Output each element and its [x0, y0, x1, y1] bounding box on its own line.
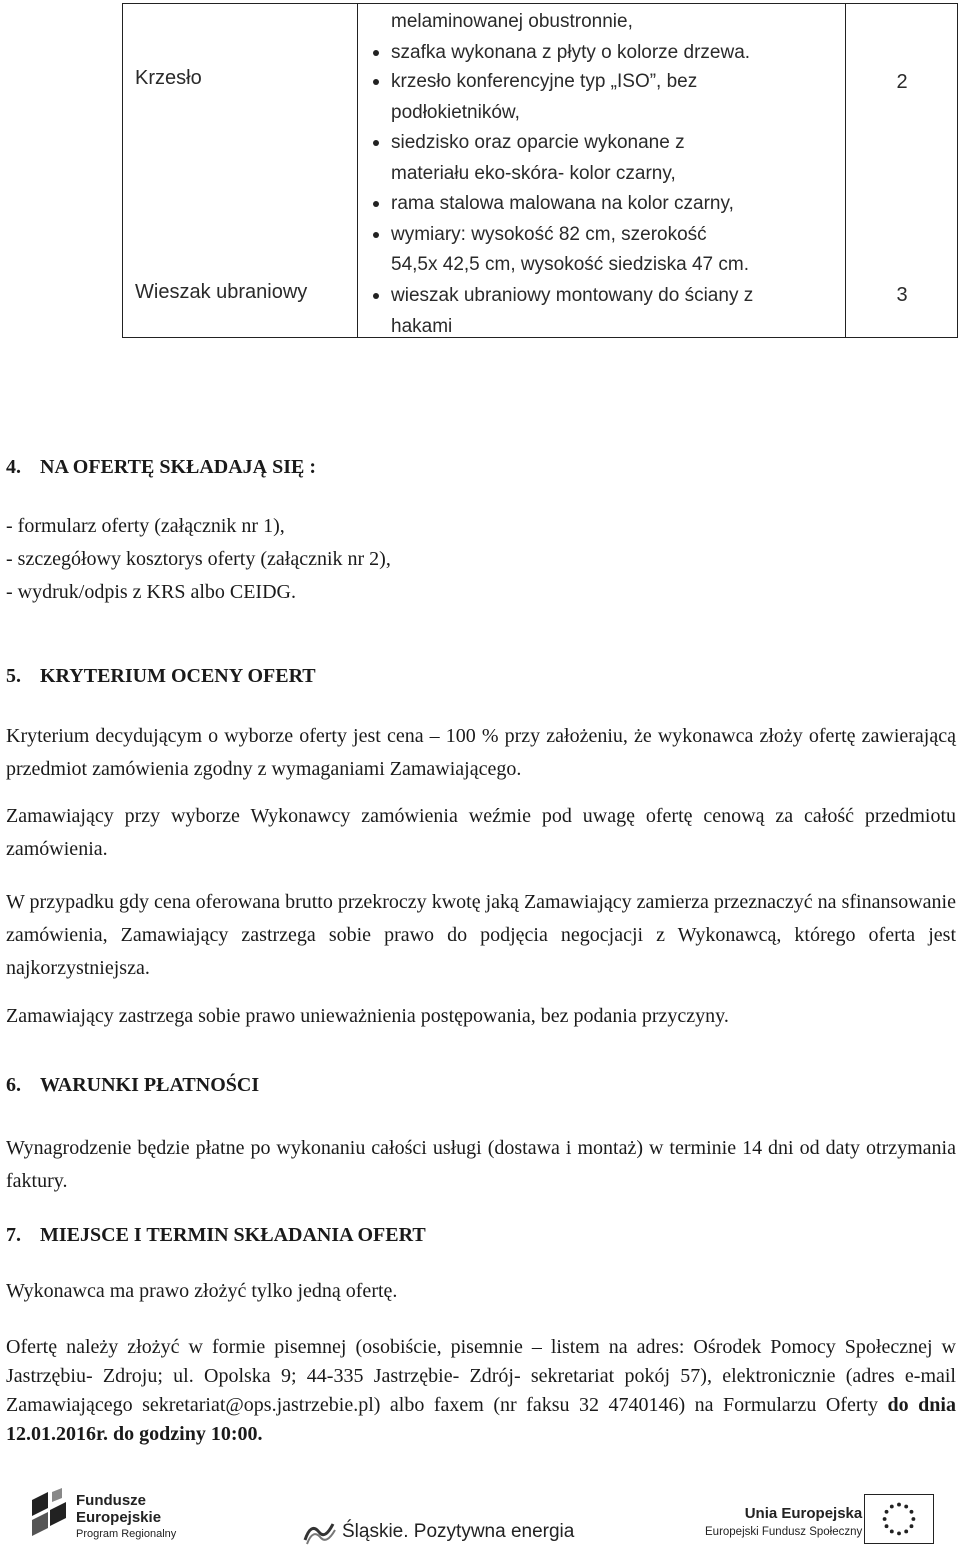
feature-item: 54,5x 42,5 cm, wysokość siedziska 47 cm. [391, 254, 749, 275]
feature-item: melaminowanej obustronnie, [391, 11, 633, 32]
section-title: KRYTERIUM OCENY OFERT [40, 665, 316, 687]
eu-star-icon [910, 1510, 914, 1514]
section-7-heading [6, 1224, 426, 1247]
feature-item: rama stalowa malowana na kolor czarny, [369, 189, 839, 220]
table-row-2-qty: 3 [896, 284, 908, 306]
table-divider [845, 4, 846, 337]
section-number: 6. [6, 1074, 21, 1096]
feature-item: wymiary: wysokość 82 cm, szerokość [369, 220, 839, 251]
eu-star-icon [904, 1505, 908, 1509]
table-row-2-name: Wieszak ubraniowy [135, 281, 308, 303]
logo-text: Europejski Fundusz Społeczny [705, 1526, 863, 1538]
feature-item: hakami [391, 315, 453, 337]
list-item: - szczegółowy kosztorys oferty (załącznik nr 2), [6, 548, 391, 570]
feature-item: szafka wykonana z płyty o kolorze drzewa. [369, 38, 839, 69]
section-5-paragraph-2: Zamawiający przy wyborze Wykonawcy zamówienia weźmie pod uwagę ofertę cenową za całość przedmiotu zamówienia. [6, 805, 956, 860]
section-7-paragraph-1: Wykonawca ma prawo złożyć tylko jedną ofertę. [6, 1280, 398, 1302]
fundusze-europejskie-logo [76, 1492, 176, 1543]
section-number: 5. [6, 665, 21, 687]
slaskie-logo: Śląskie. Pozytywna energia [342, 1521, 575, 1542]
table-row-0-features [369, 7, 839, 68]
eu-star-icon [890, 1505, 894, 1509]
section-5-paragraph-1: Kryterium decydującym o wyborze oferty jest cena – 100 % przy założeniu, że wykonawca złoży ofertę zawierającą przedmiot zamówienia zgodny z wymaganiami Zamawiającego. [6, 725, 956, 780]
section-4-heading [6, 456, 316, 479]
list-item: - formularz oferty (załącznik nr 1), [6, 515, 285, 537]
table-divider [357, 4, 358, 337]
eu-star-icon [890, 1530, 894, 1534]
logo-text: Fundusze [76, 1492, 146, 1509]
table-row-1-features [369, 67, 839, 281]
feature-item: siedzisko oraz oparcie wykonane z [369, 128, 839, 159]
section-5-paragraph-3: W przypadku gdy cena oferowana brutto przekroczy kwotę jaką Zamawiający zamierza przeznaczyć na sfinansowanie zamówienia, Zamawiający zastrzega sobie prawo do podjęcia negocjacji z Wykonawcą, którego oferta jest najkorzystniejsza. [6, 891, 956, 979]
eu-star-icon [897, 1531, 901, 1535]
section-5-paragraph-4: Zamawiający zastrzega sobie prawo unieważnienia postępowania, bez podania przyczyny. [6, 1005, 729, 1027]
section-4-list [6, 510, 391, 609]
feature-item: wieszak ubraniowy montowany do ściany z [369, 281, 839, 312]
section-number: 4. [6, 456, 21, 478]
eu-star-icon [897, 1503, 901, 1507]
logo-text: Unia Europejska [744, 1505, 863, 1522]
eu-flag-icon [864, 1494, 934, 1544]
feature-item: materiału eko-skóra- kolor czarny, [391, 162, 676, 184]
section-title: WARUNKI PŁATNOŚCI [40, 1074, 260, 1096]
paragraph-text: Ofertę należy złożyć w formie pisemnej (osobiście, pisemnie – listem na adres: Ośrodek Pomocy Społecznej w Jastrzębiu- Zdroju; ul. Opolska 9; 44-335 Jastrzębie- Zdrój- sekretariat pokój 57), elektronicznie (adres e-mail Zamawiającego sekretariat@ops.jastrzebie.pl) albo faxem (nr faksu 32 4740146) na Formularzu Oferty [6, 1336, 956, 1416]
fundusze-europejskie-logo-icon [28, 1488, 70, 1540]
section-5-heading [6, 665, 316, 688]
feature-item: podłokietników, [391, 101, 520, 123]
table-row-1-name: Krzesło [135, 67, 202, 89]
deadline-date: do dnia 12.01.2016r. [6, 1394, 956, 1445]
section-6-heading [6, 1074, 259, 1097]
feature-item: krzesło konferencyjne typ „ISO”, bez [369, 67, 839, 98]
deadline-time: do godziny 10:00. [113, 1423, 263, 1445]
eu-star-icon [883, 1517, 887, 1521]
eu-star-icon [885, 1524, 889, 1528]
list-item: - wydruk/odpis z KRS albo CEIDG. [6, 581, 296, 603]
table-row-2-features [369, 281, 839, 342]
table-row-1-qty: 2 [896, 71, 908, 93]
slaskie-logo-icon [303, 1520, 337, 1546]
eu-star-icon [885, 1510, 889, 1514]
unia-europejska-logo [705, 1504, 862, 1542]
section-title: MIEJSCE I TERMIN SKŁADANIA OFERT [40, 1224, 426, 1246]
eu-star-icon [904, 1530, 908, 1534]
logo-text: Europejskie [76, 1509, 162, 1526]
section-number: 7. [6, 1224, 21, 1246]
equipment-table [122, 3, 958, 338]
section-6-paragraph-1: Wynagrodzenie będzie płatne po wykonaniu całości usługi (dostawa i montaż) w terminie 14 dni od daty otrzymania faktury. [6, 1137, 956, 1192]
eu-star-icon [910, 1524, 914, 1528]
eu-star-icon [911, 1517, 915, 1521]
logo-text: Program Regionalny [76, 1528, 177, 1540]
section-title: NA OFERTĘ SKŁADAJĄ SIĘ : [40, 456, 317, 478]
section-7-paragraph-2 [6, 1333, 956, 1449]
